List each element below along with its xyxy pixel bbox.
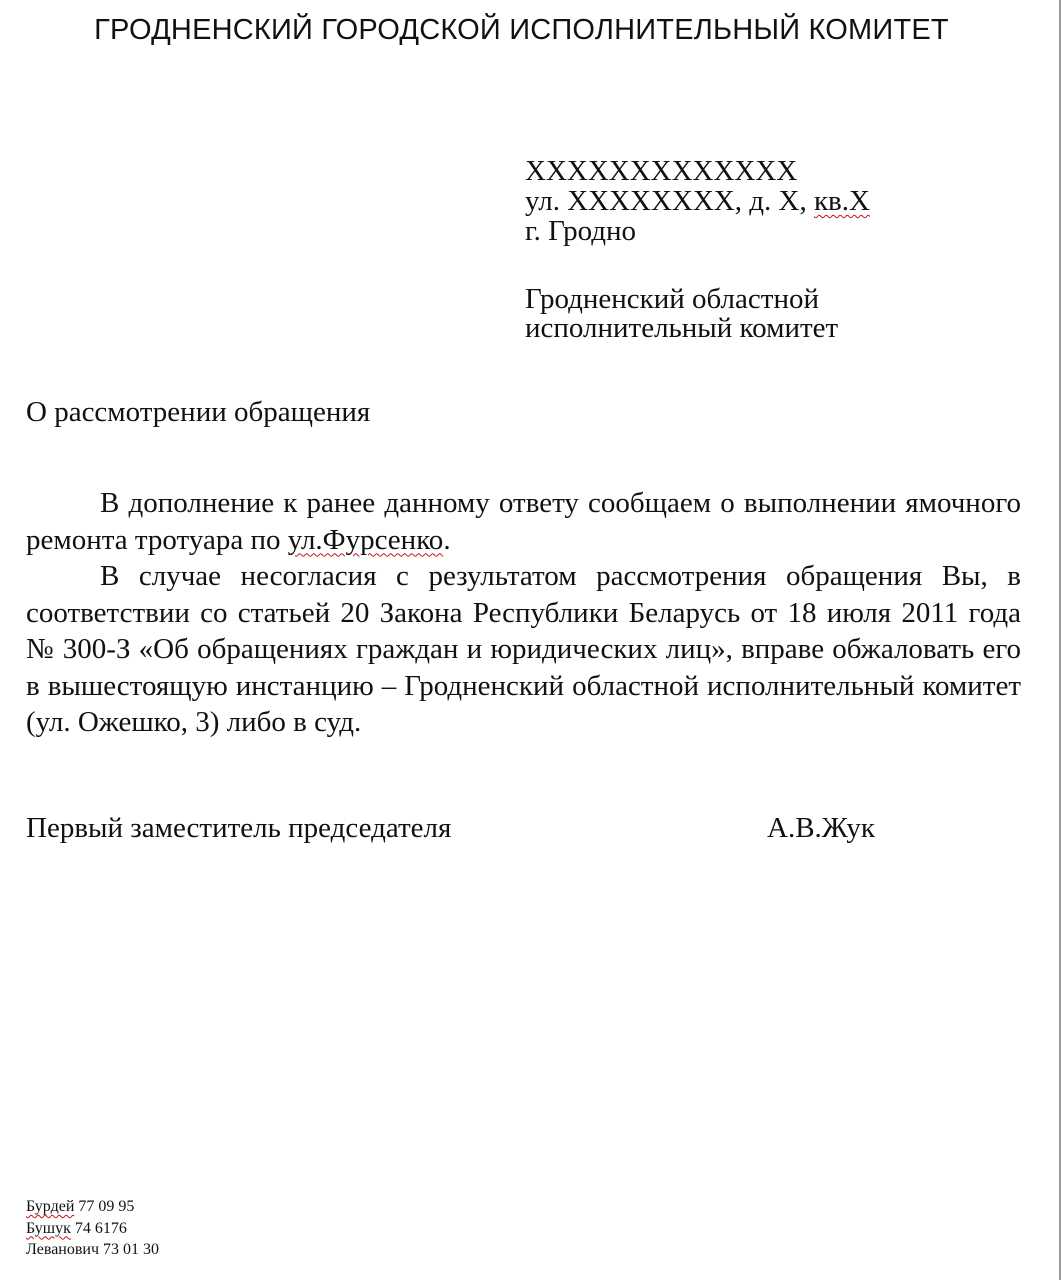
contact-phone: 77 09 95 — [78, 1198, 135, 1215]
body-paragraph-1-text: В дополнение к ранее данному ответу сообщаем о выполнении ямочного ремонта тротуара по — [26, 487, 1021, 556]
contact-surname: Бурдей — [26, 1198, 75, 1215]
contact-phone: 74 6176 — [74, 1219, 127, 1237]
body-paragraph-1 — [26, 485, 1021, 558]
contact-line — [26, 1196, 159, 1218]
body-paragraph-1-end: . — [443, 523, 451, 556]
contact-surname: Бушук — [26, 1219, 71, 1237]
contact-surname: Леванович — [26, 1241, 100, 1258]
recipient-street — [525, 186, 870, 216]
street-name: ул.Фурсенко — [287, 523, 444, 556]
recipient-street-prefix: ул. ХХХХХХХХ, д. Х, — [525, 185, 814, 217]
copy-to-line-2: исполнительный комитет — [525, 312, 839, 344]
letter-subject: О рассмотрении обращения — [26, 396, 371, 428]
signatory-name: А.В.Жук — [767, 812, 875, 844]
contact-line — [26, 1218, 159, 1240]
contacts-block — [26, 1196, 159, 1261]
organization-header: ГРОДНЕНСКИЙ ГОРОДСКОЙ ИСПОЛНИТЕЛЬНЫЙ КОМИТЕТ — [94, 14, 949, 46]
contact-line — [26, 1239, 159, 1261]
copy-to-block — [525, 285, 838, 343]
recipient-name: ХХХХХХХХХХХХХ — [525, 155, 798, 187]
recipient-address-block — [525, 156, 870, 246]
letter-body — [26, 485, 1021, 741]
copy-to-line-1: Гродненский областной — [525, 283, 819, 315]
signatory-position: Первый заместитель председателя — [26, 812, 452, 844]
recipient-city: г. Гродно — [525, 215, 637, 247]
recipient-apartment: кв.Х — [813, 185, 870, 217]
body-paragraph-2: В случае несогласия с результатом рассмотрения обращения Вы, в соответствии со статьей 20 Закона Республики Беларусь от 18 июля 2011 года № 300-З «Об обращениях граждан и юридических лиц», вправе обжаловать его в вышестоящую инстанцию – Гродненский областной исполнительный комитет (ул. Ожешко, 3) либо в суд. — [26, 560, 1021, 738]
contact-phone: 73 01 30 — [103, 1241, 160, 1258]
